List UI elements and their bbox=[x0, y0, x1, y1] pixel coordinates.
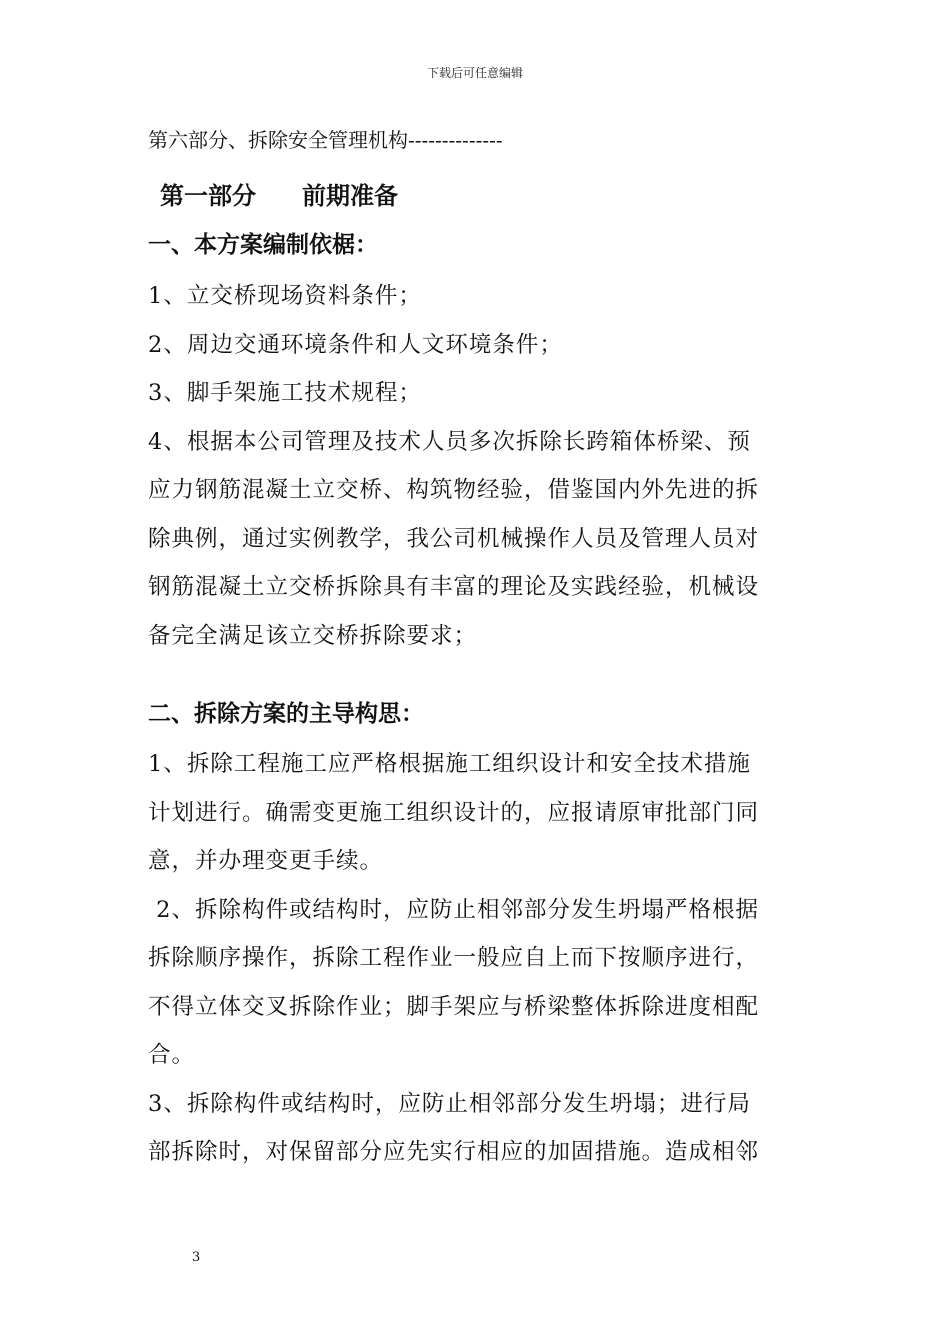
part-title bbox=[160, 180, 398, 212]
paragraph-line: 拆除顺序操作，拆除工程作业一般应自上而下按顺序进行， bbox=[148, 945, 760, 971]
paragraph-line: 合。 bbox=[148, 1042, 196, 1068]
list-item: 2、周边交通环境条件和人文环境条件； bbox=[148, 331, 563, 358]
paragraph-line: 意，并办理变更手续。 bbox=[148, 848, 384, 874]
section2-heading: 二、拆除方案的主导构思： bbox=[148, 700, 424, 727]
part-name: 前期准备 bbox=[302, 181, 398, 210]
part-label: 第一部分 bbox=[160, 181, 256, 210]
paragraph-line: 备完全满足该立交桥拆除要求； bbox=[148, 622, 478, 649]
paragraph-line: 不得立体交叉拆除作业；脚手架应与桥梁整体拆除进度相配 bbox=[148, 993, 760, 1020]
paragraph-line: 钢筋混凝土立交桥拆除具有丰富的理论及实践经验，机械设 bbox=[148, 574, 760, 600]
paragraph-line: 除典例，通过实例教学，我公司机械操作人员及管理人员对 bbox=[148, 525, 760, 552]
paragraph-line: 4、根据本公司管理及技术人员多次拆除长跨箱体桥梁、预 bbox=[148, 428, 751, 455]
page-number: 3 bbox=[192, 1250, 201, 1265]
list-item: 1、立交桥现场资料条件； bbox=[148, 283, 422, 309]
paragraph-line: 计划进行。确需变更施工组织设计的，应报请原审批部门同 bbox=[148, 799, 760, 826]
paragraph-line: 2、拆除构件或结构时，应防止相邻部分发生坍塌严格根据 bbox=[148, 896, 759, 923]
section2-body bbox=[148, 740, 830, 1177]
page-header: 下载后可任意编辑 bbox=[426, 66, 523, 80]
paragraph-line: 1、拆除工程施工应严格根据施工组织设计和安全技术措施 bbox=[148, 751, 751, 777]
list-item: 3、脚手架施工技术规程； bbox=[148, 380, 422, 406]
section1-list bbox=[148, 272, 830, 660]
paragraph-line: 部拆除时，对保留部分应先实行相应的加固措施。造成相邻 bbox=[148, 1139, 760, 1165]
paragraph-line: 应力钢筋混凝土立交桥、构筑物经验，借鉴国内外先进的拆 bbox=[148, 477, 760, 503]
toc-entry: 第六部分、拆除安全管理机构-------------- bbox=[148, 128, 503, 152]
paragraph-line: 3、拆除构件或结构时，应防止相邻部分发生坍塌；进行局 bbox=[148, 1090, 751, 1117]
section1-heading: 一、本方案编制依椐： bbox=[148, 231, 378, 258]
